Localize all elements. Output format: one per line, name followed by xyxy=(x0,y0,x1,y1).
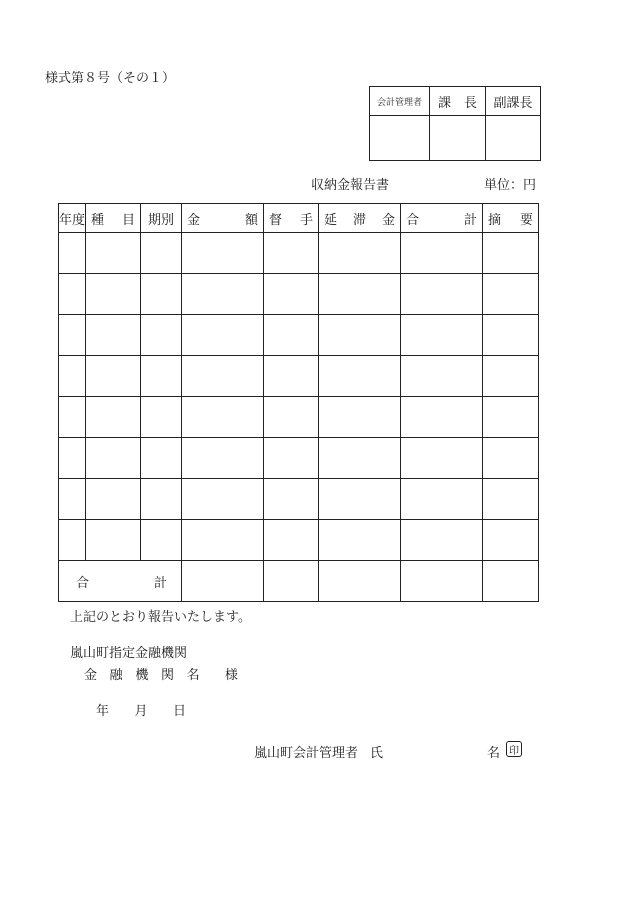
cell-reminder[interactable] xyxy=(264,315,319,356)
cell-total[interactable] xyxy=(401,356,483,397)
cell-total[interactable] xyxy=(401,438,483,479)
cell-remarks[interactable] xyxy=(483,274,539,315)
cell-year[interactable] xyxy=(59,233,86,274)
cell-period[interactable] xyxy=(141,356,182,397)
addressee-town: 嵐山町指定金融機関 xyxy=(70,646,188,661)
bank-name-char: 融 xyxy=(109,668,123,683)
cell-period[interactable] xyxy=(141,315,182,356)
cell-total[interactable] xyxy=(401,520,483,561)
column-header-period-label xyxy=(141,209,181,228)
cell-reminder[interactable] xyxy=(264,520,319,561)
table-row xyxy=(59,274,539,315)
column-header-reminder xyxy=(264,204,319,233)
cell-late_fee[interactable] xyxy=(319,274,401,315)
cell-year[interactable] xyxy=(59,315,86,356)
table-row xyxy=(59,397,539,438)
cell-year[interactable] xyxy=(59,479,86,520)
column-header-type-label-char: 目 xyxy=(121,212,135,228)
cell-late_fee[interactable] xyxy=(319,315,401,356)
cell-period[interactable] xyxy=(141,479,182,520)
cell-type[interactable] xyxy=(86,438,141,479)
column-header-late_fee-label xyxy=(319,209,400,228)
column-header-amount-label-char: 額 xyxy=(244,212,258,228)
report-table xyxy=(58,203,539,602)
bank-name-char: 関 xyxy=(160,668,174,683)
cell-reminder[interactable] xyxy=(264,356,319,397)
date-char: 月 xyxy=(134,704,148,719)
column-header-amount-label-char: 金 xyxy=(187,212,201,228)
approval-header-accountant: 会計管理者 xyxy=(370,87,430,116)
total-label-text xyxy=(59,572,181,591)
cell-year[interactable] xyxy=(59,397,86,438)
seal-mark-icon: 印 xyxy=(506,741,522,757)
cell-amount[interactable] xyxy=(182,315,264,356)
column-header-year-label-char: 年度 xyxy=(59,212,86,228)
cell-total[interactable] xyxy=(401,479,483,520)
column-header-type-label xyxy=(86,209,140,228)
bank-name-char: 機 xyxy=(135,668,149,683)
cell-amount[interactable] xyxy=(182,397,264,438)
signer-name-line xyxy=(370,742,500,761)
cell-remarks[interactable] xyxy=(483,438,539,479)
date-char: 年 xyxy=(96,704,110,719)
bank-name-char: 金 xyxy=(84,668,98,683)
bank-name-line xyxy=(84,664,238,683)
cell-year[interactable] xyxy=(59,356,86,397)
column-header-type xyxy=(86,204,141,233)
cell-period[interactable] xyxy=(141,438,182,479)
cell-reminder[interactable] xyxy=(264,438,319,479)
date-line xyxy=(96,700,186,719)
cell-type[interactable] xyxy=(86,356,141,397)
column-header-late_fee xyxy=(319,204,401,233)
cell-type[interactable] xyxy=(86,274,141,315)
column-header-total-label xyxy=(401,209,482,228)
total-label xyxy=(59,561,182,602)
column-header-reminder-label-char: 督 xyxy=(269,212,283,228)
column-header-total-label-char: 合 xyxy=(406,212,420,228)
cell-remarks[interactable] xyxy=(483,356,539,397)
header-row xyxy=(59,204,539,233)
cell-year[interactable] xyxy=(59,438,86,479)
cell-amount[interactable] xyxy=(182,274,264,315)
cell-total[interactable] xyxy=(401,233,483,274)
total-cell-remarks[interactable] xyxy=(483,561,539,602)
cell-year[interactable] xyxy=(59,520,86,561)
column-header-year-label xyxy=(59,209,85,228)
column-header-type-label-char: 種 xyxy=(91,212,105,228)
column-header-period-label-char: 期別 xyxy=(147,212,174,228)
column-header-year xyxy=(59,204,86,233)
table-row xyxy=(59,520,539,561)
column-header-remarks-label-char: 摘 xyxy=(488,212,502,228)
column-header-late_fee-label-char: 延 xyxy=(324,212,338,228)
signer-name-char: 名 xyxy=(486,746,500,761)
approval-header-section-chief: 課 長 xyxy=(430,87,486,116)
date-char: 日 xyxy=(172,704,186,719)
cell-reminder[interactable] xyxy=(264,274,319,315)
table-row xyxy=(59,438,539,479)
cell-amount[interactable] xyxy=(182,356,264,397)
column-header-amount-label xyxy=(182,209,263,228)
cell-type[interactable] xyxy=(86,397,141,438)
total-label-char: 計 xyxy=(153,575,167,591)
approval-stamp-deputy-chief[interactable] xyxy=(486,116,541,161)
column-header-reminder-label-char: 手 xyxy=(299,212,313,228)
total-row xyxy=(59,561,539,602)
signer-name-char: 氏 xyxy=(370,746,384,761)
signer-title: 嵐山町会計管理者 xyxy=(254,746,359,761)
cell-type[interactable] xyxy=(86,520,141,561)
total-cell-amount[interactable] xyxy=(182,561,264,602)
cell-reminder[interactable] xyxy=(264,233,319,274)
cell-amount[interactable] xyxy=(182,438,264,479)
cell-late_fee[interactable] xyxy=(319,479,401,520)
total-cell-total[interactable] xyxy=(401,561,483,602)
table-row xyxy=(59,315,539,356)
report-title: 収納金報告書 xyxy=(311,178,390,193)
cell-late_fee[interactable] xyxy=(319,520,401,561)
cell-late_fee[interactable] xyxy=(319,356,401,397)
cell-late_fee[interactable] xyxy=(319,397,401,438)
cell-remarks[interactable] xyxy=(483,397,539,438)
column-header-remarks-label xyxy=(483,209,538,228)
cell-total[interactable] xyxy=(401,274,483,315)
cell-type[interactable] xyxy=(86,479,141,520)
cell-total[interactable] xyxy=(401,315,483,356)
cell-period[interactable] xyxy=(141,233,182,274)
total-label-char: 合 xyxy=(76,575,90,591)
column-header-late_fee-label-char: 滞 xyxy=(352,212,366,228)
column-header-amount xyxy=(182,204,264,233)
cell-late_fee[interactable] xyxy=(319,233,401,274)
statement: 上記のとおり報告いたします。 xyxy=(70,610,251,625)
cell-reminder[interactable] xyxy=(264,397,319,438)
table-row xyxy=(59,356,539,397)
cell-remarks[interactable] xyxy=(483,315,539,356)
cell-reminder[interactable] xyxy=(264,479,319,520)
column-header-total xyxy=(401,204,483,233)
cell-period[interactable] xyxy=(141,397,182,438)
table-row xyxy=(59,479,539,520)
column-header-late_fee-label-char: 金 xyxy=(381,212,395,228)
cell-remarks[interactable] xyxy=(483,479,539,520)
approval-header-deputy-chief: 副課長 xyxy=(486,87,541,116)
cell-period[interactable] xyxy=(141,274,182,315)
table-row xyxy=(59,233,539,274)
total-cell-late_fee[interactable] xyxy=(319,561,401,602)
bank-name-char: 様 xyxy=(224,668,238,683)
cell-type[interactable] xyxy=(86,233,141,274)
cell-late_fee[interactable] xyxy=(319,438,401,479)
column-header-remarks-label-char: 要 xyxy=(519,212,533,228)
cell-total[interactable] xyxy=(401,397,483,438)
approval-box xyxy=(369,86,541,161)
cell-amount[interactable] xyxy=(182,479,264,520)
total-cell-reminder[interactable] xyxy=(264,561,319,602)
bank-name-char: 名 xyxy=(186,668,200,683)
column-header-period xyxy=(141,204,182,233)
cell-type[interactable] xyxy=(86,315,141,356)
column-header-total-label-char: 計 xyxy=(463,212,477,228)
cell-amount[interactable] xyxy=(182,520,264,561)
form-number: 様式第８号（その１） xyxy=(45,71,176,86)
cell-year[interactable] xyxy=(59,274,86,315)
cell-remarks[interactable] xyxy=(483,520,539,561)
approval-stamp-accountant[interactable] xyxy=(370,116,430,161)
cell-period[interactable] xyxy=(141,520,182,561)
unit-label: 単位：円 xyxy=(484,178,537,193)
cell-amount[interactable] xyxy=(182,233,264,274)
cell-remarks[interactable] xyxy=(483,233,539,274)
column-header-reminder-label xyxy=(264,209,318,228)
column-header-remarks xyxy=(483,204,539,233)
approval-stamp-section-chief[interactable] xyxy=(430,116,486,161)
